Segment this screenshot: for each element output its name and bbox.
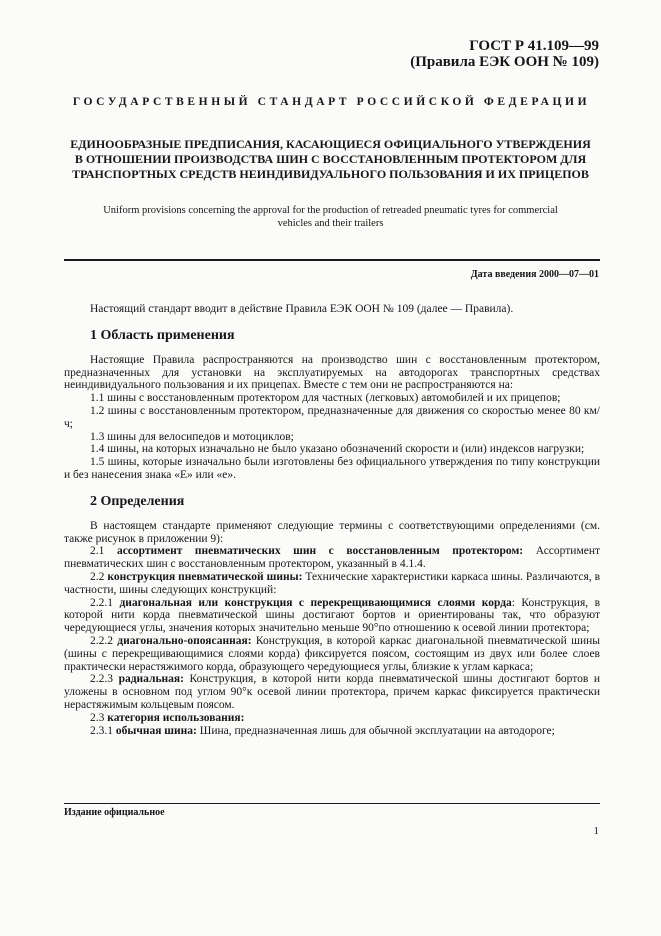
list-item: 1.1 шины с восстановленным протектором для частных (легковых) автомобилей и их прицепов; bbox=[90, 392, 561, 405]
definition-term: диагональная или конструкция с перекрещивающимися слоями корда bbox=[119, 596, 512, 609]
standard-code bbox=[410, 38, 599, 70]
document-title bbox=[60, 137, 601, 182]
definition-text: Ассортимент пневматических шин с восстановленным протектором, указанный в 4.1.4. bbox=[64, 545, 601, 571]
section-heading: 2 Определения bbox=[90, 493, 185, 509]
clause-number: 2.3 bbox=[90, 711, 105, 724]
clause-number: 2.1 bbox=[90, 545, 105, 558]
footer-divider bbox=[64, 803, 600, 804]
section-heading: 1 Область применения bbox=[90, 327, 235, 343]
title-line: В ОТНОШЕНИИ ПРОИЗВОДСТВА ШИН С ВОССТАНОВЛЕННЫМ ПРОТЕКТОРОМ ДЛЯ bbox=[74, 152, 587, 166]
clause-number: 2.2.1 bbox=[90, 596, 113, 609]
definition-term: радиальная: bbox=[118, 673, 184, 686]
english-title bbox=[80, 204, 581, 230]
definition-item bbox=[64, 635, 600, 673]
definition-item bbox=[64, 545, 600, 571]
definition-term: диагонально-опоясанная: bbox=[117, 634, 252, 647]
official-edition-label: Издание официальное bbox=[64, 807, 165, 818]
regulation-number: (Правила ЕЭК ООН № 109) bbox=[410, 54, 599, 70]
english-title-line: Uniform provisions concerning the approval for the production of retreaded pneumatic tyres for commercial bbox=[103, 205, 558, 216]
definition-text: Технические характеристики каркаса шины. Различаются, в частности, шины следующих конструкций: bbox=[64, 570, 601, 596]
english-title-line: vehicles and their trailers bbox=[277, 218, 384, 229]
definition-term: ассортимент пневматических шин с восстановленным протектором: bbox=[116, 545, 524, 558]
list-item: 1.5 шины, которые изначально были изготовлены без официального утверждения по типу конструкции и без нанесения знака «Е» или «е». bbox=[64, 456, 600, 481]
definition-term: обычная шина: bbox=[115, 724, 197, 737]
state-standard-banner: ГОСУДАРСТВЕННЫЙ СТАНДАРТ РОССИЙСКОЙ ФЕДЕРАЦИИ bbox=[72, 96, 591, 108]
definition-text: Конструкция, в которой нити корда пневматической шины достигают бортов и уложены в основном под углом 90°к осевой линии протектора, причем каркас фиксируется практически нерастяжимым кольцевым поясом. bbox=[64, 673, 601, 711]
paragraph: Настоящие Правила распространяются на производство шин с восстановленным протектором, предназначенных для установки на эксплуатируемых на автодорогах транспортных средствах неиндивидуального пользования и их прицепах. Вместе с тем они не распространяются на: bbox=[64, 353, 600, 392]
list-item: 1.4 шины, на которых изначально не было указано обозначений скорости и (или) индексов нагрузки; bbox=[90, 443, 585, 456]
title-line: ТРАНСПОРТНЫХ СРЕДСТВ НЕИНДИВИДУАЛЬНОГО ПОЛЬЗОВАНИЯ И ИХ ПРИЦЕПОВ bbox=[72, 167, 589, 181]
intro-paragraph: Настоящий стандарт вводит в действие Правила ЕЭК ООН № 109 (далее — Правила). bbox=[90, 303, 514, 315]
clause-number: 2.3.1 bbox=[90, 724, 113, 737]
paragraph: В настоящем стандарте применяют следующие термины с соответствующими определениями (см. также рисунок в приложении 9): bbox=[64, 519, 600, 545]
definition-text: Шина, предназначенная лишь для обычной эксплуатации на автодороге; bbox=[199, 724, 555, 737]
definition-item bbox=[64, 725, 600, 738]
definition-text: : Конструкция, в которой нити корда пневматической шины достигают бортов и ориентированы так, что образуют чередующиеся углы, значения которых значительно меньше 90°по отношению к осевой линии протектора; bbox=[64, 596, 601, 635]
document-body bbox=[64, 303, 600, 737]
page-number: 1 bbox=[593, 825, 599, 837]
clause-number: 2.2.3 bbox=[90, 673, 113, 686]
definition-text: Конструкция, в которой каркас диагональной пневматической шины (шины с перекрещивающимися слоями корда) фиксируется поясом, состоящим из двух или более слоев практически нерастяжимого корда, образующего чередующиеся углы, близкие к углам каркаса; bbox=[64, 634, 600, 673]
list-item: 1.3 шины для велосипедов и мотоциклов; bbox=[90, 430, 294, 443]
introduction-date: Дата введения 2000—07—01 bbox=[470, 269, 599, 280]
definition-item bbox=[64, 712, 600, 725]
definition-term: конструкция пневматической шины: bbox=[107, 570, 303, 583]
definition-term: категория использования: bbox=[107, 711, 245, 724]
clause-number: 2.2.2 bbox=[90, 634, 113, 647]
definition-item bbox=[64, 571, 600, 597]
definition-item bbox=[64, 597, 600, 635]
title-line: ЕДИНООБРАЗНЫЕ ПРЕДПИСАНИЯ, КАСАЮЩИЕСЯ ОФИЦИАЛЬНОГО УТВЕРЖДЕНИЯ bbox=[70, 137, 591, 151]
standard-number: ГОСТ Р 41.109—99 bbox=[469, 38, 599, 54]
header-divider bbox=[64, 259, 600, 261]
definition-item bbox=[64, 673, 600, 711]
clause-number: 2.2 bbox=[90, 570, 105, 583]
list-item: 1.2 шины с восстановленным протектором, предназначенные для движения со скоростью менее 80 км/ч; bbox=[64, 404, 600, 430]
